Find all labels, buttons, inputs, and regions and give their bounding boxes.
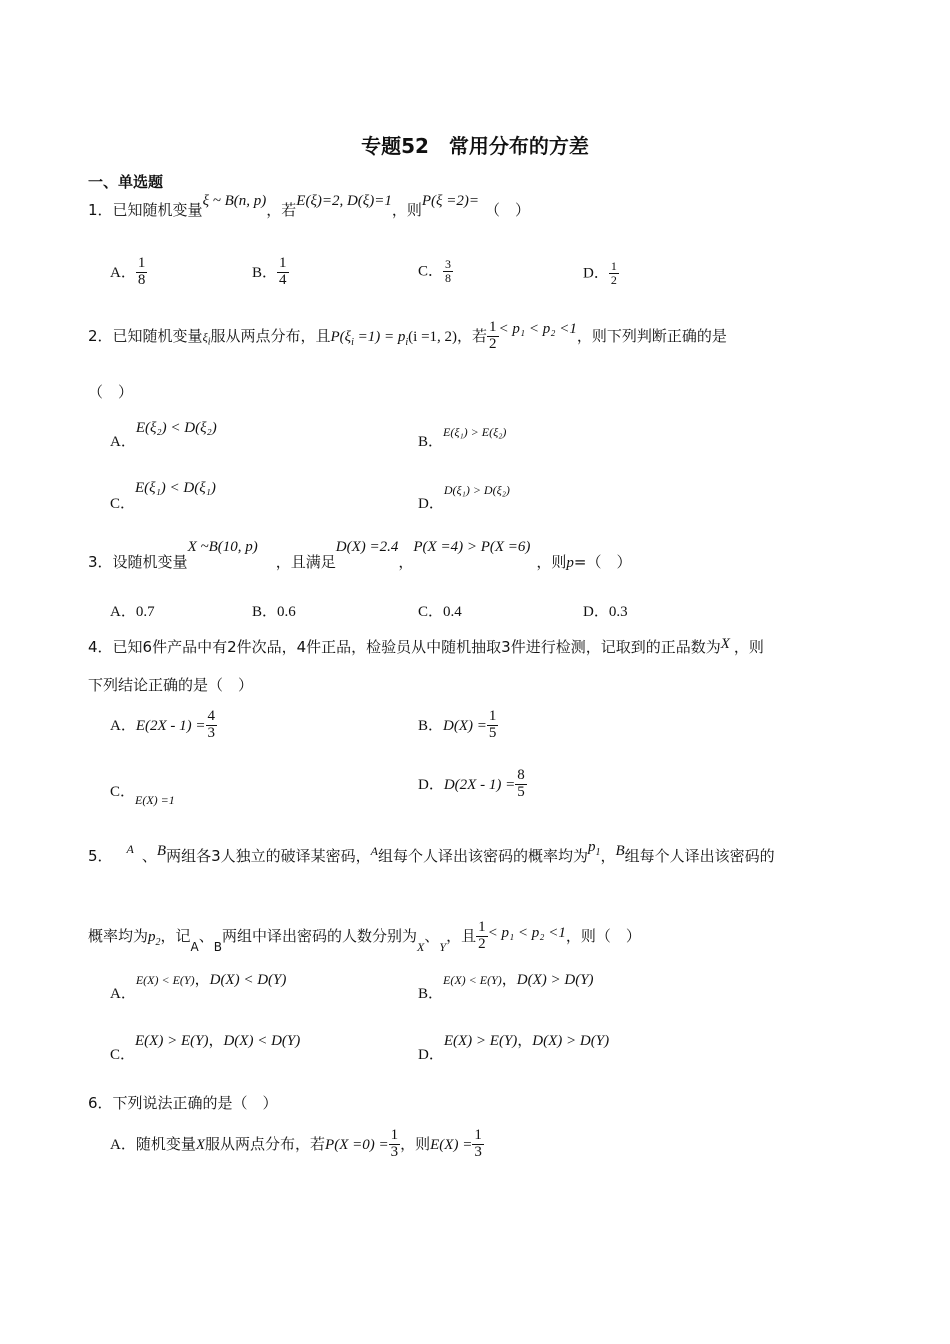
q3-text-f: =（ ） [573,553,632,571]
q5-group-a: A [126,842,134,856]
q1-option-d[interactable] [583,260,619,286]
option-label: A． [110,434,136,450]
option-comma: ， [208,1031,224,1049]
fraction: $\frac{1}{4}$ [279,255,287,288]
option-comma: ， [517,1031,533,1049]
option-probability: P(X =0) = [325,1136,389,1153]
q2-text-d: ，则下列判断正确的是 [576,326,727,345]
option-expression: D(ξ₁) > D(ξ₂) [443,483,510,497]
option-value: 0.4 [443,604,462,620]
option-e-expression: E(X) < E(Y) [135,973,195,987]
option-label: D． [418,1047,444,1063]
q6-text: 下列说法正确的是（ ） [112,1094,278,1112]
option-value: 0.3 [608,604,628,620]
q2-text-a: 已知随机变量 [112,326,203,345]
question-3 [88,539,632,574]
option-label: D． [418,776,444,793]
q2-variable: $\xi_i$ [202,329,211,348]
q2-probability: $P(\xi_i =1) = p_i(i =1$, 2) [330,328,458,348]
q2-option-d[interactable] [418,478,510,512]
option-expression: E(ξ₁) > E(ξ₂) [443,425,507,439]
q5-text-b: 组每个人译出该密码的概率均为 [377,847,588,865]
question-5-line2 [88,920,641,954]
option-comma: ， [501,970,517,988]
question-1 [88,193,530,222]
section-heading: 一、单选题 [88,173,164,191]
option-e-expression: E(X) < E(Y) [443,973,502,987]
q1-condition: E(ξ)=2, D(ξ)=1 [296,193,392,209]
q5-line2-c: 两组中译出密码的人数分别为 [222,926,418,945]
option-label: B． [252,604,278,620]
option-expression: E(X) =1 [135,793,175,807]
question-6 [88,1092,278,1114]
option-label: A． [110,1136,136,1153]
option-label: A． [110,986,136,1002]
q5-line2-a: 概率均为 [88,926,149,945]
q4-option-d[interactable] [418,768,527,801]
option-label: C． [110,1047,136,1063]
q5-group-b2: B [615,843,625,859]
q3-text-d: ，则 [536,553,567,571]
q1-number: 1． [88,201,113,219]
q4-option-a[interactable] [110,709,217,742]
q5-group-a2: A [370,844,378,858]
q5-option-a[interactable] [110,968,287,1002]
option-e-expression: E(X) > E(Y) [443,1033,518,1049]
q2-text-c: ，若 [457,326,488,345]
q5-text-c: ， [600,847,616,865]
option-expression: E(ξ₁) < D(ξ₁) [135,480,216,496]
q4-line1: 已知6件产品中有2件次品，4件正品，检验员从中随机抽取3件进行检测，记取到的正品数为 [112,638,721,656]
q1-text-b: ，若 [266,201,297,219]
q1-option-b[interactable] [252,256,289,289]
q3-number: 3． [88,553,113,571]
option-label: C． [110,496,136,512]
question-2 [88,320,727,354]
fraction: $\frac{1}{8}$ [137,255,146,288]
option-e-expression: E(X) > E(Y) [135,1033,209,1049]
option-expression: D(X) = [443,717,487,734]
q5-condition: < p₁ < p₂ <1 [487,924,566,941]
q5-sep: 、 [141,847,157,865]
option-label: D． [583,265,609,282]
q3-text-b: ，且满足 [275,553,336,571]
q5-line2-e: ，则（ ） [565,926,641,945]
option-variable: X [195,1136,206,1153]
question-4 [88,636,764,659]
q3-probability: P(X =4) > P(X =6) [413,539,531,555]
q5-text-d: 组每个人译出该密码的 [624,847,775,865]
q3-distribution: X ~B(10, p) [187,539,258,555]
option-value: 0.6 [277,604,296,620]
q1-text-a: 已知随机变量 [112,201,203,219]
option-d-expression: D(X) < D(Y) [223,1033,301,1049]
option-label: B． [418,717,444,734]
option-value: 0.7 [135,604,155,620]
q4-option-c[interactable] [110,784,175,805]
q2-condition: < p₁ < p₂ <1 [498,320,577,337]
option-label: C． [418,604,444,620]
q6-option-a[interactable] [110,1128,484,1161]
q5-number: 5． [88,847,113,865]
q1-paren: （ ） [484,201,530,219]
q5-sep2: 、 [198,926,214,945]
option-label: D． [583,604,609,620]
fraction: $\frac{4}{3}$ [207,708,216,741]
option-label: A． [110,717,136,734]
fraction: $\frac{8}{5}$ [517,767,525,800]
q1-text-c: ，则 [391,201,422,219]
q2-option-c[interactable] [110,476,216,512]
q3-variance: D(X) =2.4 [335,539,399,555]
option-expression: E(2X - 1) = [135,717,206,734]
option-label: B． [252,264,278,281]
option-label: B． [418,986,444,1002]
option-d-expression: D(X) < D(Y) [209,972,287,988]
q3-var-p: p [566,555,574,571]
q5-line2-b: ，记 [160,926,191,945]
q1-ask: P(ξ =2)= [421,193,479,209]
q3-option-b[interactable] [252,600,296,621]
q4-number: 4． [88,638,113,656]
q2-option-b[interactable] [418,420,507,450]
q5-sep3: 、 [424,926,440,945]
option-d-expression: D(X) > D(Y) [516,972,594,988]
fraction: $\frac{1}{3}$ [390,1127,399,1160]
page-title: 专题52 常用分布的方差 [361,134,589,158]
q1-option-c[interactable] [418,258,453,284]
q4-line2: 下列结论正确的是（ ） [88,676,254,694]
q3-option-d[interactable] [583,600,628,621]
q6-number: 6． [88,1094,113,1112]
option-expectation: E(X) = [430,1136,473,1153]
q2-text-b: 服从两点分布，且 [210,326,331,345]
q5-option-c[interactable] [110,1029,301,1063]
q5-group-b3: B [213,939,222,954]
q3-option-a[interactable] [110,600,155,621]
q5-option-d[interactable] [418,1029,610,1063]
q3-option-c[interactable] [418,600,462,621]
fraction: $\frac{1}{5}$ [488,708,497,741]
option-label: A． [110,604,136,620]
question-5 [88,839,775,874]
q5-option-b[interactable] [418,968,594,1002]
fraction: $\frac{1}{2}$ [489,319,497,352]
option-expression: D(2X - 1) = [443,776,516,793]
q4-line1-end: ，则 [733,638,764,656]
fraction: $\frac{1}{2}$ [478,919,486,952]
q5-group-a3: A [190,939,199,954]
q1-distribution: ξ ~ B(n, p) [202,193,267,209]
q4-option-b[interactable] [418,709,498,742]
option-d-expression: D(X) > D(Y) [532,1033,610,1049]
q2-paren: （ ） [88,383,134,401]
option-comma: ， [194,970,210,988]
q3-text-a: 设随机变量 [112,553,188,571]
option-label: B． [418,434,444,450]
q5-text-a: 两组各3人独立的破译某密码， [166,847,371,865]
fraction: $\frac{1}{2}$ [610,259,617,287]
option-label: C． [418,263,444,280]
q5-x: X [417,939,425,954]
option-expression: E(ξ₂) < D(ξ₂) [135,420,217,436]
option-text-b: 服从两点分布，若 [205,1134,326,1153]
option-label: A． [110,264,136,281]
option-label: C． [110,784,136,800]
q5-line2-d: ，且 [446,926,477,945]
fraction: $\frac{3}{8}$ [445,257,452,285]
q5-p2: $p_2$ [148,928,161,948]
q2-number: 2． [88,326,113,345]
q3-text-c: ， [398,553,414,571]
option-label: D． [418,496,444,512]
option-text-c: ，则 [400,1134,431,1153]
q5-y: Y [439,939,447,954]
q4-variable: X [720,636,730,652]
q5-p1: $p_1$ [587,839,601,858]
q1-option-a[interactable] [110,256,147,289]
q5-group-b: B [156,843,167,859]
option-text-a: 随机变量 [135,1134,196,1153]
fraction: $\frac{1}{3}$ [474,1127,482,1160]
q2-option-a[interactable] [110,416,217,450]
